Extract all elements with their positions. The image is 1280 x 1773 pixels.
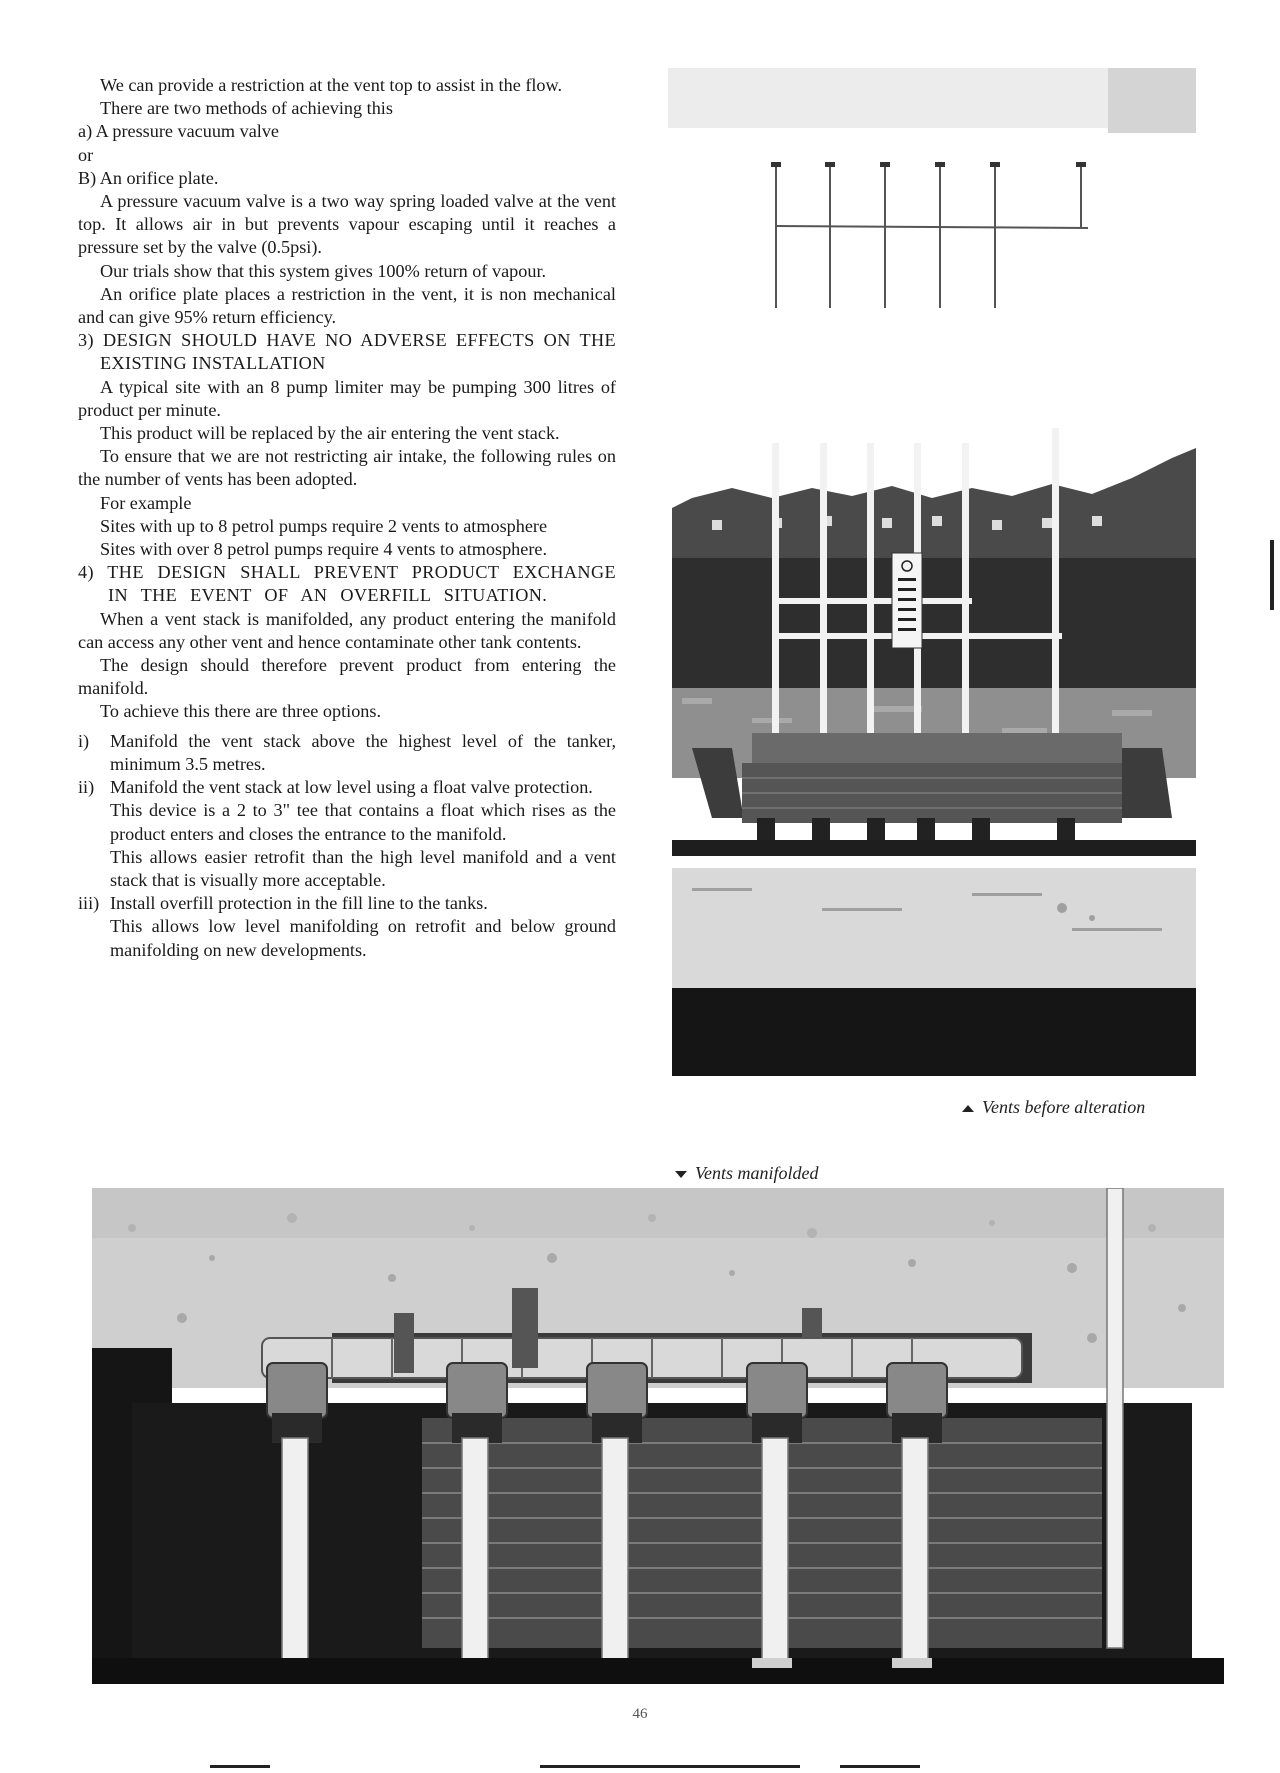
arrow-down-icon	[675, 1171, 687, 1178]
scan-artifact	[1270, 540, 1274, 610]
option-item	[78, 892, 616, 962]
option-text: Manifold the vent stack at low level using a float valve protection.	[110, 777, 593, 798]
option-item	[78, 776, 616, 892]
scan-artifact	[540, 1765, 800, 1768]
caption-vents-manifolded: Vents manifolded	[675, 1163, 819, 1184]
paragraph: This product will be replaced by the air entering the vent stack.	[100, 423, 560, 444]
option-text: This allows easier retrofit than the high level manifold and a vent stack that is visually more acceptable.	[110, 846, 616, 890]
paragraph: To achieve this there are three options.	[100, 701, 382, 722]
option-number: i)	[78, 730, 90, 751]
paragraph: When a vent stack is manifolded, any product entering the manifold can access any other vent and hence contaminate other tank contents.	[78, 608, 616, 652]
option-number: ii)	[78, 777, 95, 798]
paragraph: There are two methods of achieving this	[100, 98, 393, 119]
list-item: B) An orifice plate.	[78, 167, 219, 188]
paragraph: For example	[100, 492, 192, 513]
paragraph: Sites with over 8 petrol pumps require 4 vents to atmosphere.	[100, 539, 548, 560]
paragraph: Our trials show that this system gives 100% return of vapour.	[100, 260, 547, 281]
body-text-column	[78, 74, 616, 962]
photo-vents-before	[672, 388, 1196, 1076]
scan-artifact	[210, 1765, 270, 1768]
paragraph: Sites with up to 8 petrol pumps require 2 vents to atmosphere	[100, 515, 548, 536]
option-text: Manifold the vent stack above the highest level of the tanker, minimum 3.5 metres.	[110, 730, 616, 774]
section-heading: 4) THE DESIGN SHALL PREVENT PRODUCT EXCHANGE IN THE EVENT OF AN OVERFILL SITUATION.	[78, 562, 616, 606]
option-text: Install overfill protection in the fill line to the tanks.	[110, 893, 488, 914]
page-number: 46	[632, 1706, 648, 1722]
paragraph: An orifice plate places a restriction in the vent, it is non mechanical and can give 95% return efficiency.	[78, 283, 616, 328]
option-item	[78, 730, 616, 776]
arrow-up-icon	[962, 1105, 974, 1112]
paragraph: The design should therefore prevent product from entering the manifold.	[78, 655, 616, 699]
paragraph: We can provide a restriction at the vent top to assist in the flow.	[100, 75, 563, 95]
photo-vents-manifolded	[92, 1188, 1224, 1684]
section-heading: 3) DESIGN SHOULD HAVE NO ADVERSE EFFECTS ON THE EXISTING INSTALLATION	[78, 330, 616, 374]
option-text: This allows low level manifolding on retrofit and below ground manifolding on new developments.	[110, 916, 616, 960]
photo-vents-before-top	[668, 68, 1196, 318]
scan-artifact	[840, 1765, 920, 1768]
paragraph: or	[78, 144, 94, 165]
paragraph: A pressure vacuum valve is a two way spring loaded valve at the vent top. It allows air in but prevents vapour escaping until it reaches a pressure set by the valve (0.5psi).	[78, 191, 616, 258]
caption-vents-before: Vents before alteration	[962, 1097, 1145, 1118]
paragraph: A typical site with an 8 pump limiter may be pumping 300 litres of product per minute.	[78, 376, 616, 420]
option-text: This device is a 2 to 3" tee that contains a float which rises as the product enters and closes the entrance to the manifold.	[110, 800, 616, 844]
paragraph: To ensure that we are not restricting air intake, the following rules on the number of vents has been adopted.	[78, 446, 616, 490]
option-number: iii)	[78, 893, 100, 914]
list-item: a) A pressure vacuum valve	[78, 121, 280, 142]
